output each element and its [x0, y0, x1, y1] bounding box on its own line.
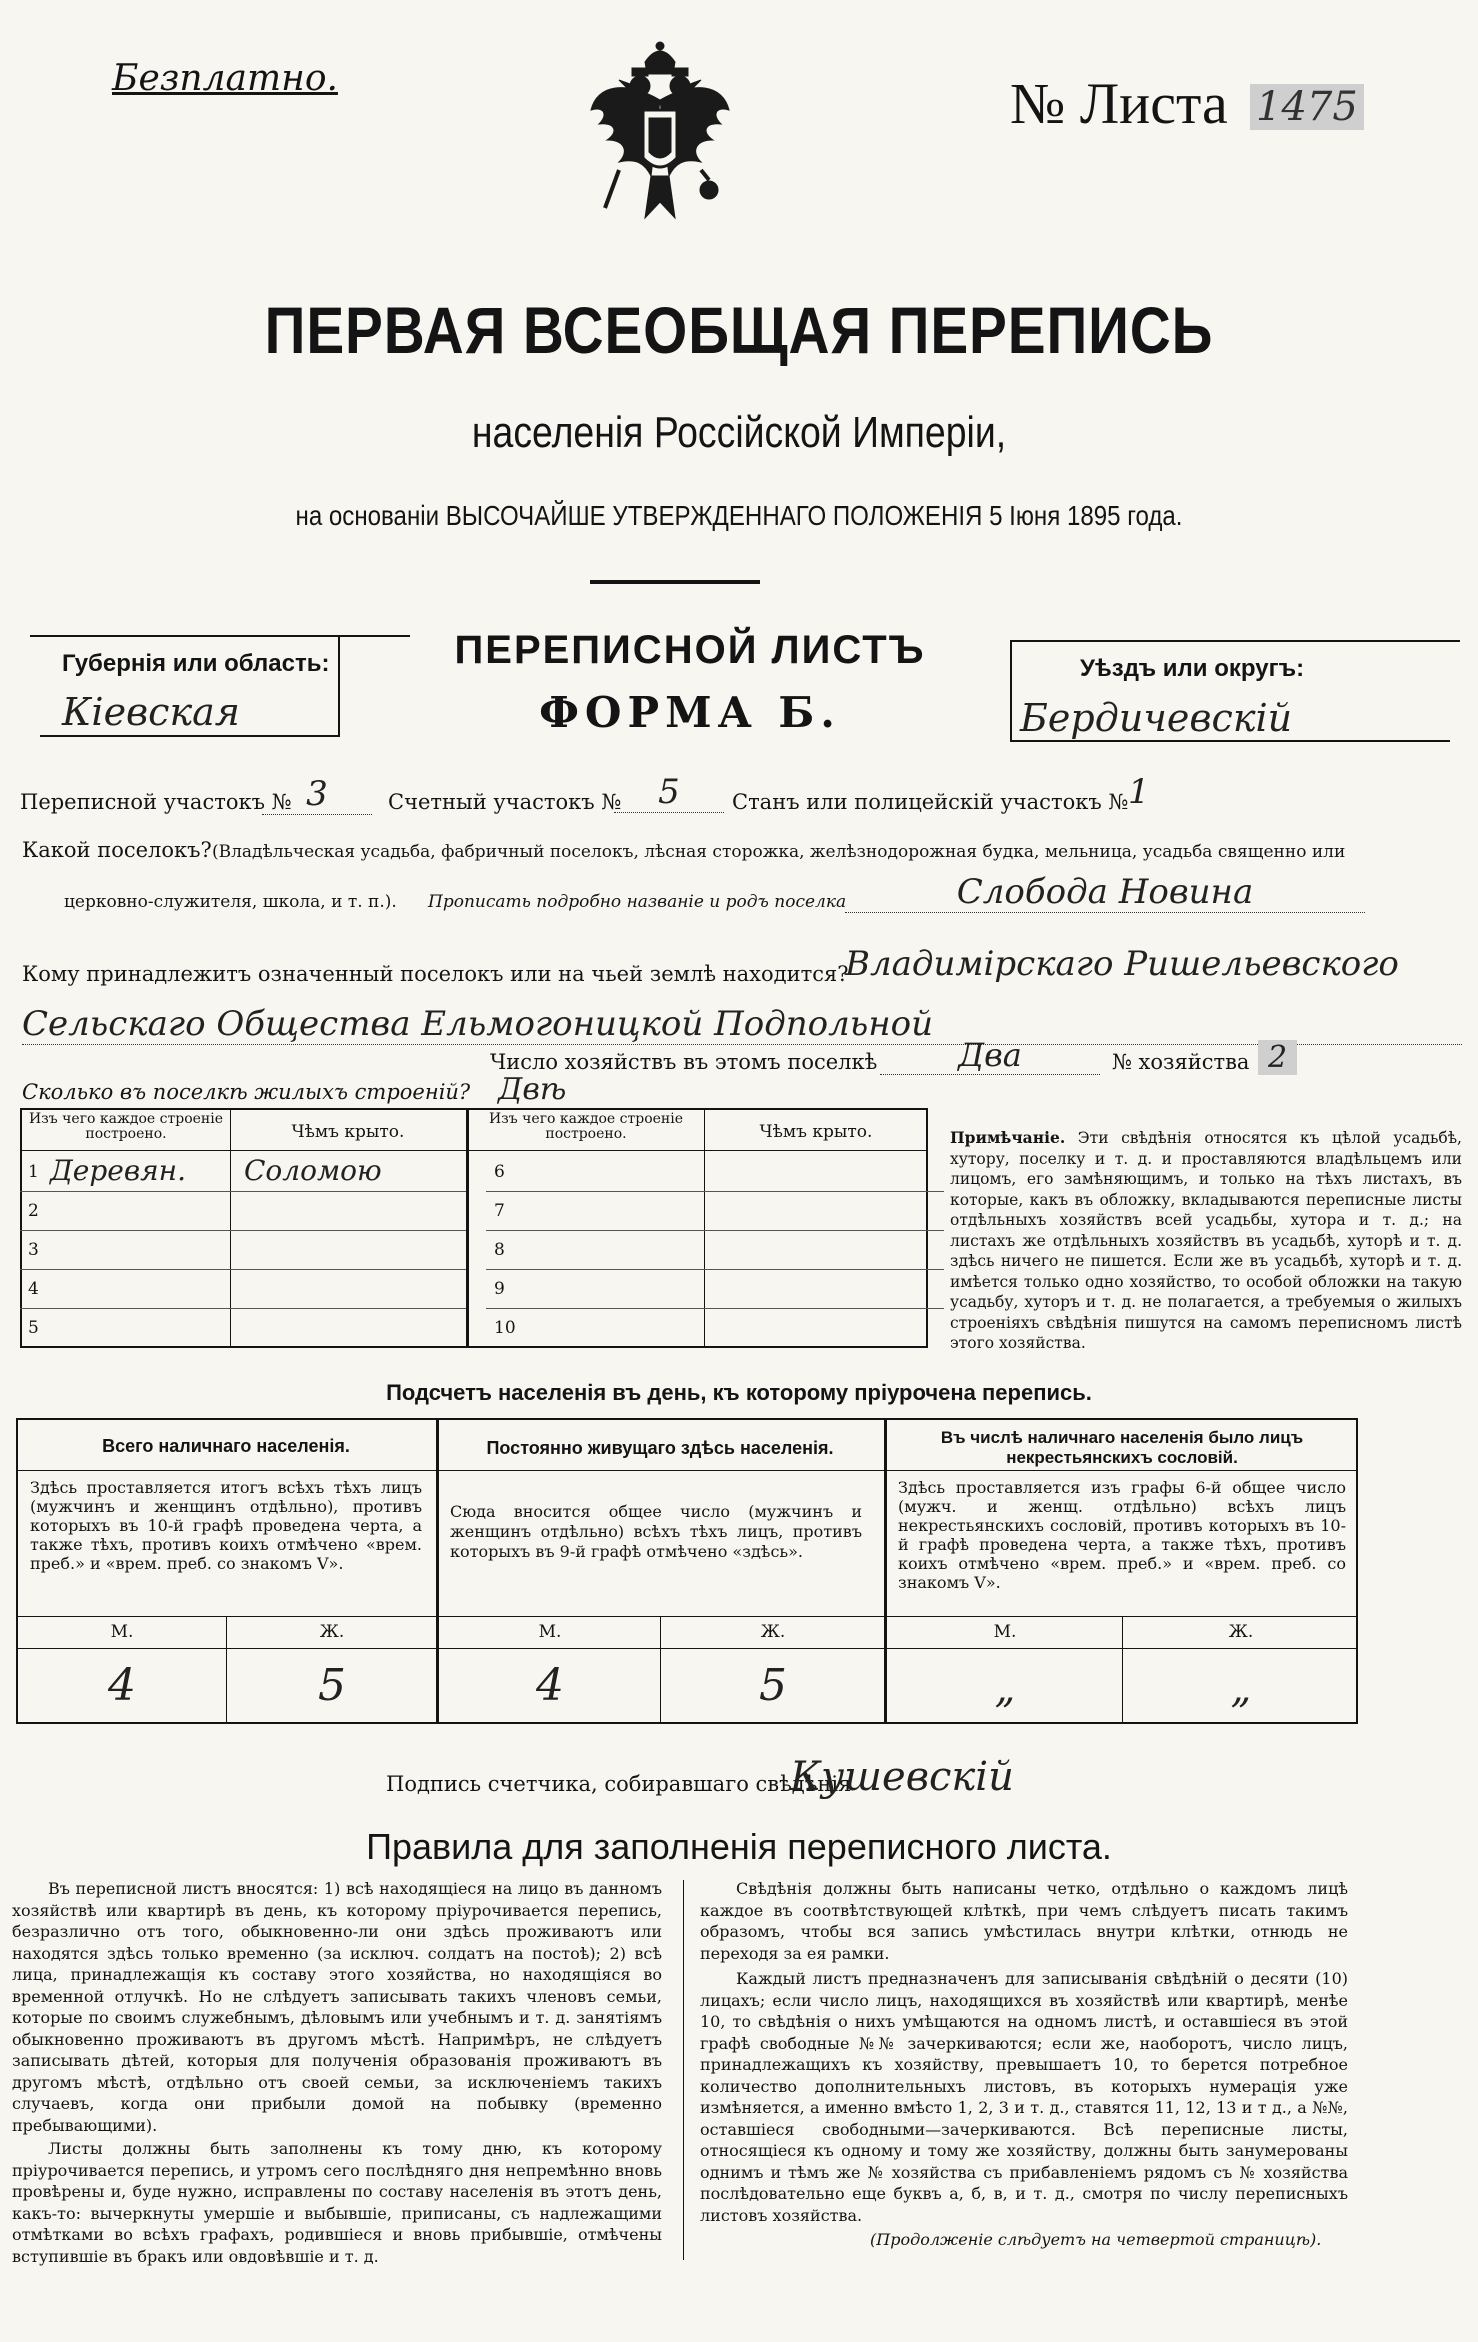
- count-col1-title: Всего наличнаго населенія.: [102, 1436, 350, 1456]
- gubernia-value: Кіевская: [62, 690, 240, 734]
- census-subtitle: населенія Россійской Имперіи,: [471, 408, 1007, 457]
- building-row-number: 3: [28, 1240, 39, 1260]
- census-basis: на основаніи ВЫСОЧАЙШЕ УТВЕРЖДЕННАГО ПОЛОЖЕНІЯ 5 Іюня 1895 года.: [295, 500, 1183, 531]
- rules-continued-note: (Продолженіе слѣдуетъ на четвертой страницѣ).: [870, 2230, 1322, 2249]
- signature-value: Кушевскій: [790, 1754, 1014, 1800]
- count-col2-m-label: М.: [538, 1622, 562, 1642]
- gubernia-label: Губернія или область:: [62, 650, 330, 677]
- houses-label: Сколько въ поселкѣ жилыхъ строеній?: [22, 1080, 471, 1104]
- signature-label: Подпись счетчика, собиравшаго свѣдѣнія: [386, 1772, 852, 1796]
- building-row-number: 4: [28, 1279, 39, 1299]
- count-col3-f-value: „: [1230, 1666, 1252, 1712]
- count-col2-f-label: Ж.: [760, 1622, 786, 1642]
- count-col2-description: Сюда вносится общее число (мужчинъ и женщинъ отдѣльно) всѣхъ тѣхъ лицъ, противъ которыхъ въ 9-й графѣ отмѣчено «здѣсь».: [450, 1502, 862, 1561]
- households-label: Число хозяйствъ въ этомъ поселкѣ: [490, 1050, 878, 1074]
- police-district-label: Станъ или полицейскій участокъ №: [732, 790, 1129, 814]
- police-district-value: 1: [1128, 772, 1150, 812]
- uezd-label: Уѣздъ или округъ:: [1080, 655, 1305, 682]
- note-text: Эти свѣдѣнія относятся къ цѣлой усадьбѣ, хутору, поселку и т. д. и проставляются владѣльцемъ или лицомъ, его замѣняющимъ, и только на тѣхъ листахъ, въ которые, какъ въ обложку, вкладываются переписные листы отдѣльныхъ хозяйствъ всей усадьбы, хутора и т. д.; на листахъ же отдѣльныхъ хозяйствъ въ усадьбѣ, хуторѣ и т. д. здѣсь ничего не пишется. Если же въ усадьбѣ, хуторѣ и т. д. имѣется только одно хозяйство, то особой обложки на такую усадьбу, хуторъ и т. д. не полагается, а требуемыя о жилыхъ строеніяхъ свѣдѣнія пишутся на самомъ переписномъ листѣ этого хозяйства.: [950, 1129, 1462, 1352]
- building-row-number: 1: [28, 1162, 39, 1182]
- count-col2-title: Постоянно живущаго здѣсь населенія.: [486, 1438, 834, 1458]
- building-row-number: 6: [494, 1162, 505, 1182]
- owner-value-2: Сельскаго Общества Ельмогоницкой Подпольной: [22, 1004, 1462, 1045]
- free-label: Безплатно.: [112, 58, 338, 99]
- count-col2-m-value: 4: [536, 1660, 564, 1711]
- settlement-type-instruction: Прописать подробно названіе и родъ поселка: [428, 892, 847, 912]
- rules-right-paragraph-1: Свѣдѣнія должны быть написаны четко, отдѣльно о каждомъ лицѣ каждое въ соотвѣтствующей клѣткѣ, при чемъ слѣдуетъ писать такимъ образомъ, чтобы вся запись умѣстилась внутри клѣтки, отнюдь не переходя за ея рамки.: [700, 1879, 1348, 1963]
- count-col1-f-value: 5: [318, 1660, 346, 1711]
- count-col3-title: Въ числѣ наличнаго населенія было лицъ некрестьянскихъ сословій.: [940, 1428, 1304, 1467]
- census-title: ПЕРВАЯ ВСЕОБЩАЯ ПЕРЕПИСЬ: [264, 293, 1214, 367]
- rules-left-paragraph-1: Въ переписной листъ вносятся: 1) всѣ находящіеся на лицо въ данномъ хозяйствѣ или квартирѣ въ день, къ которому пріурочивается перепись, безразлично отъ того, обыкновенно-ли они здѣсь проживаютъ или находятся здѣсь только временно (за исключ. солдатъ на постоѣ); 2) всѣ лица, принадлежащія къ составу этого хозяйства, но находящіяся во временной отлучкѣ. Но не слѣдуетъ записывать такихъ членовъ семьи, которые по своимъ служебнымъ, дѣловымъ или учебнымъ и т. д. занятіямъ обыкновенно проживаютъ въ другомъ мѣстѣ. Напримѣръ, не слѣдуетъ записывать дѣтей, которыя для полученія образованія проживаютъ въ другомъ мѣстѣ, отдѣльно отъ своей семьи, за исключеніемъ такихъ случаевъ, когда они прибыли домой на побывку (временно пребывающими).: [12, 1879, 662, 2135]
- census-district-value: 3: [262, 774, 372, 815]
- count-col3-description: Здѣсь проставляется изъ графы 6-й общее число (мужч. и женщ. отдѣльно) всѣхъ лицъ некрестьянскихъ сословій, противъ которыхъ въ 10-й графѣ проведена черта, а также тѣхъ, противъ коихъ отмѣчено «врем. преб.» и «врем. преб. со знакомъ V».: [898, 1478, 1346, 1592]
- building-row-number: 2: [28, 1201, 39, 1221]
- form-name: ФОРМА Б.: [539, 688, 841, 737]
- buildings-roof-header-right: Чѣмъ крыто.: [759, 1122, 873, 1142]
- uezd-value: Бердичевскій: [1020, 696, 1293, 740]
- sheet-number-value: 1475: [1250, 84, 1364, 130]
- count-col3-m-value: „: [994, 1666, 1016, 1712]
- rules-title: Правила для заполненія переписного листа.: [366, 1826, 1112, 1867]
- count-col1-m-label: М.: [110, 1622, 134, 1642]
- header-divider: [590, 580, 760, 584]
- count-heading: Подсчетъ населенія въ день, къ которому пріурочена перепись.: [386, 1380, 1092, 1405]
- double-headed-eagle-emblem: [585, 40, 735, 240]
- households-value: Два: [880, 1036, 1100, 1075]
- count-col1-description: Здѣсь проставляется итогъ всѣхъ тѣхъ лицъ (мужчинъ и женщинъ отдѣльно), противъ которыхъ въ 10-й графѣ проведена черта, а также тѣхъ, противъ коихъ отмѣчено «врем. преб.» и «врем. преб. со знакомъ V».: [30, 1478, 422, 1573]
- building-row-number: 7: [494, 1201, 505, 1221]
- count-col3-f-label: Ж.: [1228, 1622, 1254, 1642]
- form-title: ПЕРЕПИСНОЙ ЛИСТЪ: [454, 628, 926, 672]
- houses-value: Двѣ: [498, 1072, 567, 1107]
- building-row-number: 9: [494, 1279, 505, 1299]
- note-heading: Примѣчаніе.: [950, 1128, 1066, 1147]
- owner-label: Кому принадлежитъ означенный поселокъ или на чьей землѣ находится?: [22, 962, 849, 986]
- rules-right-paragraph-2: Каждый листъ предназначенъ для записыванія свѣдѣній о десяти (10) лицахъ; если число лицъ, находящихся въ хозяйствѣ или квартирѣ, менѣе 10, то свѣдѣнія о нихъ умѣщаются на одномъ листѣ, и оставшіеся въ этой графѣ свободные №№ зачеркиваются; если же, наоборотъ, число лицъ, принадлежащихъ къ хозяйству, превышаетъ 10, то берется потребное количество дополнительныхъ листовъ, въ которыхъ нумерація уже измѣняется, а именно вмѣсто 1, 2, 3 и т. д., ставятся 11, 12, 13 и т д., а №№, оставшіеся свободными—зачеркиваются. Всѣ переписные листы, относящіеся къ одному и тому же хозяйству, должны быть занумерованы однимъ и тѣмъ же № хозяйства съ прибавленіемъ рядомъ съ № хозяйства послѣдовательно еще буквъ а, б, в, и т. д., смотря по числу переписныхъ листовъ хозяйства.: [700, 1969, 1348, 2225]
- buildings-table: [20, 1108, 928, 1348]
- settlement-type-label: Какой поселокъ?: [22, 838, 212, 862]
- sheet-number-label: № Листа: [1010, 71, 1228, 136]
- rules-left-paragraph-2: Листы должны быть заполнены къ тому дню, къ которому пріурочивается перепись, и утромъ сего послѣдняго дня непремѣнно вновь провѣрены и, буде нужно, исправлены по составу населенія въ этотъ день, какъ-то: вычеркнуты умершіе и выбывшіе, приписаны, съ надлежащими отмѣтками во всѣхъ графахъ, родившіеся и вновь прибывшіе, отмѣчены вступившіе въ бракъ или овдовѣвшіе и т. д.: [12, 2139, 662, 2266]
- building-roof-value: Соломою: [244, 1154, 382, 1187]
- household-number-value: 2: [1258, 1040, 1297, 1075]
- buildings-roof-header-left: Чѣмъ крыто.: [291, 1122, 405, 1142]
- owner-value-1: Владимірскаго Ришельевского: [845, 944, 1399, 984]
- building-row-number: 10: [494, 1318, 516, 1338]
- settlement-type-hint-2: церковно-служителя, школа, и т. п.).: [64, 892, 397, 912]
- building-row-number: 5: [28, 1318, 39, 1338]
- count-district-label: Счетный участокъ №: [388, 790, 622, 814]
- settlement-type-value: Слобода Новина: [845, 872, 1365, 913]
- count-col1-m-value: 4: [108, 1660, 136, 1711]
- buildings-material-header-left: Изъ чего каждое строеніе построено.: [28, 1111, 224, 1142]
- count-col3-m-label: М.: [993, 1622, 1017, 1642]
- count-col1-f-label: Ж.: [319, 1622, 345, 1642]
- household-number-label: № хозяйства: [1112, 1050, 1250, 1074]
- count-col2-f-value: 5: [759, 1660, 787, 1711]
- building-material-value: Деревян.: [50, 1154, 187, 1187]
- count-district-value: 5: [614, 772, 724, 813]
- buildings-material-header-right: Изъ чего каждое строеніе построено.: [488, 1111, 684, 1142]
- note-block: [950, 1128, 1462, 1354]
- building-row-number: 8: [494, 1240, 505, 1260]
- census-district-label: Переписной участокъ №: [20, 790, 292, 814]
- settlement-type-hint-1: (Владѣльческая усадьба, фабричный поселокъ, лѣсная сторожка, желѣзнодорожная будка, мельница, усадьба священно или: [212, 842, 1346, 862]
